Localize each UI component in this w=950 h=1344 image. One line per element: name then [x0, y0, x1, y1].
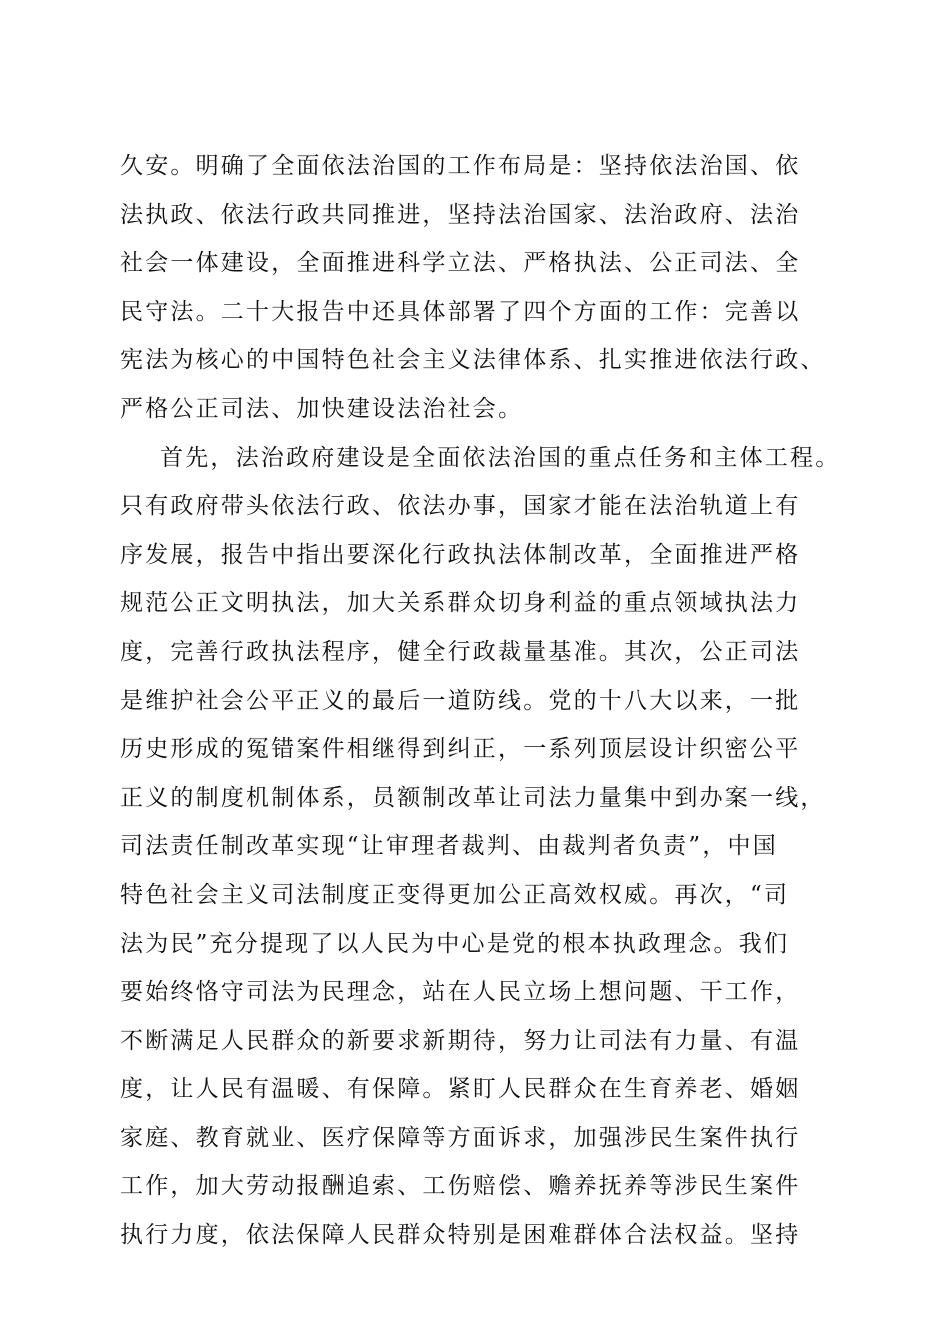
text-line: 正义的制度机制体系，员额制改革让司法力量集中到办案一线， — [120, 784, 826, 811]
text-line: 序发展，报告中指出要深化行政执法体制改革，全面推进严格 — [120, 541, 801, 568]
text-line: 司法责任制改革实现“让审理者裁判、由裁判者负责”，中国 — [120, 833, 778, 860]
text-line: 要始终恪守司法为民理念，站在人民立场上想问题、干工作， — [120, 979, 801, 1006]
text-line: 不断满足人民群众的新要求新期待，努力让司法有力量、有温 — [120, 1027, 801, 1054]
body-text — [120, 142, 860, 1260]
text-line: 工作，加大劳动报酬追索、工伤赔偿、赡养抚养等涉民生案件 — [120, 1173, 801, 1200]
text-line: 历史形成的冤错案件相继得到纠正，一系列顶层设计织密公平 — [120, 736, 801, 763]
text-line: 法为民”充分提现了以人民为中心是党的根本执政理念。我们 — [120, 930, 790, 957]
text-line: 久安。明确了全面依法治国的工作布局是：坚持依法治国、依 — [120, 153, 801, 179]
paragraph-first-line: 首先，法治政府建设是全面依法治国的重点任务和主体工程。 — [160, 444, 841, 471]
text-line: 民守法。二十大报告中还具体部署了四个方面的工作：完善以 — [120, 298, 801, 325]
text-line: 规范公正文明执法，加大关系群众切身利益的重点领域执法力 — [120, 590, 801, 617]
text-line: 只有政府带头依法行政、依法办事，国家才能在法治轨道上有 — [120, 493, 801, 520]
text-line: 特色社会主义司法制度正变得更加公正高效权威。再次，“司 — [120, 881, 790, 908]
text-line: 家庭、教育就业、医疗保障等方面诉求，加强涉民生案件执行 — [120, 1124, 801, 1151]
text-line: 宪法为核心的中国特色社会主义法律体系、扎实推进依法行政、 — [120, 347, 826, 374]
text-line: 度，让人民有温暖、有保障。紧盯人民群众在生育养老、婚姻 — [120, 1076, 801, 1103]
text-line: 度，完善行政执法程序，健全行政裁量基准。其次，公正司法 — [120, 638, 801, 665]
text-line: 严格公正司法、加快建设法治社会。 — [120, 395, 524, 422]
text-line: 是维护社会公平正义的最后一道防线。党的十八大以来，一批 — [120, 687, 801, 714]
text-line: 社会一体建设，全面推进科学立法、严格执法、公正司法、全 — [120, 250, 801, 277]
text-line: 执行力度，依法保障人民群众特别是困难群体合法权益。坚持 — [120, 1222, 801, 1249]
text-line: 法执政、依法行政共同推进，坚持法治国家、法治政府、法治 — [120, 201, 801, 228]
